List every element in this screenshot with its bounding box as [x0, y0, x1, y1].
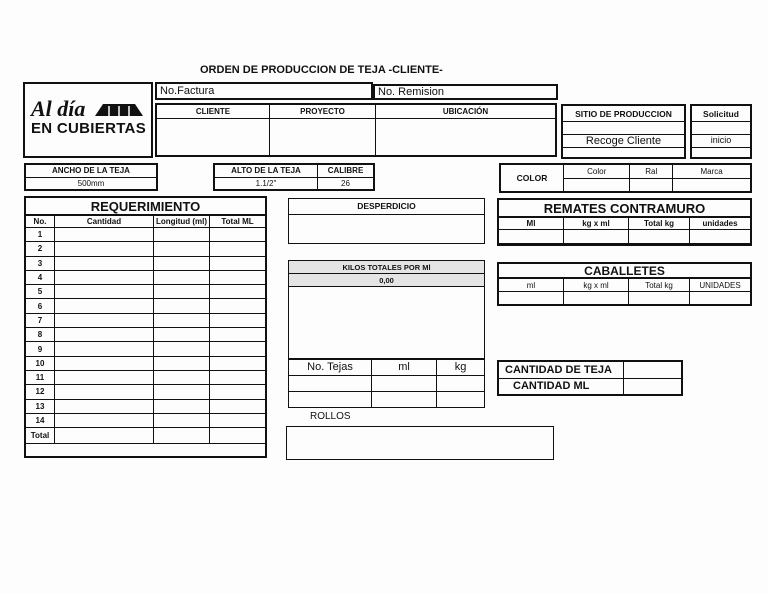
row-number: 14 [26, 413, 55, 427]
col-cantidad: Cantidad [55, 216, 154, 228]
remision-label: No. Remision [378, 86, 445, 98]
color-value[interactable] [564, 178, 630, 192]
tejas-ml-value[interactable] [372, 376, 437, 392]
calibre-label: CALIBRE [318, 164, 375, 177]
cantidad-teja-label: CANTIDAD DE TEJA [498, 361, 624, 378]
total-longitud-cell[interactable] [154, 428, 210, 444]
longitud-cell[interactable] [154, 285, 210, 299]
alto-calibre-table [213, 163, 375, 191]
desperdicio-box[interactable] [288, 198, 485, 244]
table-row [26, 242, 266, 256]
table-row [26, 342, 266, 356]
remates-box [497, 198, 752, 246]
table-row [26, 385, 266, 399]
ancho-label: ANCHO DE LA TEJA [25, 164, 157, 177]
company-logo [23, 82, 153, 158]
kilos-box [288, 260, 485, 360]
remates-kgxml-value[interactable] [564, 230, 629, 244]
cantidad-cell[interactable] [55, 299, 154, 313]
total-ml-cell[interactable] [210, 256, 266, 270]
cliente-cell[interactable] [156, 118, 270, 156]
total-ml-cell[interactable] [210, 413, 266, 427]
caballetes-kgxml-value[interactable] [564, 292, 629, 305]
caballetes-box [497, 262, 752, 306]
table-row [26, 413, 266, 427]
logo-subtitle: EN CUBIERTAS [31, 120, 146, 137]
caballetes-unidades-value[interactable] [690, 292, 751, 305]
total-ml-cell[interactable] [210, 356, 266, 370]
calibre-value[interactable]: 26 [318, 177, 375, 190]
row-number: 9 [26, 342, 55, 356]
tejas-no-value[interactable] [289, 376, 372, 392]
table-row [26, 399, 266, 413]
col-longitud: Longitud (ml) [154, 216, 210, 228]
longitud-cell[interactable] [154, 228, 210, 242]
total-ml-cell[interactable] [210, 285, 266, 299]
total-ml-cell[interactable] [210, 313, 266, 327]
roof-icon [95, 102, 143, 121]
requerimiento-rows [26, 228, 266, 444]
caballetes-ml-value[interactable] [499, 292, 564, 305]
total-ml-cell[interactable] [210, 342, 266, 356]
longitud-cell[interactable] [154, 313, 210, 327]
row-number: 4 [26, 270, 55, 284]
row-number: 6 [26, 299, 55, 313]
longitud-cell[interactable] [154, 399, 210, 413]
total-ml-cell[interactable] [210, 242, 266, 256]
col-total-ml: Total ML [210, 216, 266, 228]
cantidad-ml-label: CANTIDAD ML [498, 378, 624, 395]
row-number: 1 [26, 228, 55, 242]
cantidad-cell[interactable] [55, 256, 154, 270]
ancho-value[interactable]: 500mm [25, 177, 157, 190]
ral-value[interactable] [630, 178, 673, 192]
total-ml-cell[interactable] [210, 328, 266, 342]
tejas-kg-value-2[interactable] [437, 392, 485, 408]
row-number: 2 [26, 242, 55, 256]
cliente-header: CLIENTE [156, 104, 270, 118]
cantidad-table [497, 360, 683, 396]
tejas-col-kg: kg [437, 359, 485, 376]
ubicacion-cell[interactable] [376, 118, 557, 156]
caballetes-col-ml: ml [499, 279, 564, 292]
caballetes-col-unidades: UNIDADES [690, 279, 751, 292]
color-table [499, 163, 752, 193]
requerimiento-box [24, 196, 267, 458]
tejas-table [288, 358, 485, 408]
sitio-box [561, 104, 686, 159]
tejas-col-ml: ml [372, 359, 437, 376]
total-ml-cell[interactable] [210, 270, 266, 284]
rollos-box[interactable] [286, 426, 554, 460]
proyecto-header: PROYECTO [270, 104, 376, 118]
color-col-ral: Ral [630, 164, 673, 178]
logo-script-text: Al día [31, 96, 86, 121]
remates-totalkg-value[interactable] [629, 230, 690, 244]
requerimiento-table [25, 215, 266, 444]
cantidad-cell[interactable] [55, 385, 154, 399]
factura-label: No.Factura [160, 85, 215, 97]
cantidad-ml-value[interactable] [624, 378, 683, 395]
row-number: 13 [26, 399, 55, 413]
color-col-color: Color [564, 164, 630, 178]
cantidad-cell[interactable] [55, 313, 154, 327]
ubicacion-header: UBICACIÓN [376, 104, 557, 118]
ancho-table [24, 163, 158, 191]
total-cantidad-cell[interactable] [55, 428, 154, 444]
tejas-col-no: No. Tejas [289, 359, 372, 376]
requerimiento-title: REQUERIMIENTO [26, 198, 265, 215]
remates-col-ml: Ml [499, 218, 564, 230]
client-table [155, 103, 557, 157]
kilos-label: KILOS TOTALES POR Ml [289, 261, 484, 274]
rollos-label: ROLLOS [310, 411, 351, 422]
solicitud-label: Solicitud [692, 106, 750, 122]
longitud-cell[interactable] [154, 385, 210, 399]
remates-col-totalkg: Total kg [629, 218, 690, 230]
row-number: 8 [26, 328, 55, 342]
longitud-cell[interactable] [154, 299, 210, 313]
cantidad-cell[interactable] [55, 342, 154, 356]
remates-ml-value[interactable] [499, 230, 564, 244]
cantidad-teja-value[interactable] [624, 361, 683, 378]
form-title: ORDEN DE PRODUCCION DE TEJA -CLIENTE- [200, 64, 443, 76]
tejas-kg-value[interactable] [437, 376, 485, 392]
col-no: No. [26, 216, 55, 228]
total-ml-cell[interactable] [210, 385, 266, 399]
longitud-cell[interactable] [154, 370, 210, 384]
desperdicio-label: DESPERDICIO [289, 201, 484, 215]
cantidad-cell[interactable] [55, 328, 154, 342]
remates-title: REMATES CONTRAMURO [499, 200, 750, 217]
kilos-value: 0,00 [289, 274, 484, 287]
total-ml-cell[interactable] [210, 399, 266, 413]
total-ml-sum-cell[interactable] [210, 428, 266, 444]
row-number: 3 [26, 256, 55, 270]
cantidad-cell[interactable] [55, 399, 154, 413]
longitud-cell[interactable] [154, 256, 210, 270]
solicitud-box [690, 104, 752, 159]
solicitud-value[interactable]: inicio [692, 134, 750, 148]
longitud-cell[interactable] [154, 328, 210, 342]
table-row [26, 228, 266, 242]
total-row [26, 428, 266, 444]
tejas-ml-value-2[interactable] [372, 392, 437, 408]
table-row [26, 328, 266, 342]
caballetes-col-kgxml: kg x ml [564, 279, 629, 292]
cantidad-cell[interactable] [55, 413, 154, 427]
cantidad-cell[interactable] [55, 356, 154, 370]
row-number: 5 [26, 285, 55, 299]
cantidad-cell[interactable] [55, 370, 154, 384]
table-row [26, 370, 266, 384]
table-row [26, 299, 266, 313]
longitud-cell[interactable] [154, 342, 210, 356]
table-row [26, 285, 266, 299]
caballetes-table [498, 278, 751, 305]
caballetes-totalkg-value[interactable] [629, 292, 690, 305]
remates-unidades-value[interactable] [690, 230, 751, 244]
remision-field[interactable] [373, 84, 558, 100]
total-ml-cell[interactable] [210, 370, 266, 384]
alto-value[interactable]: 1.1/2" [214, 177, 318, 190]
longitud-cell[interactable] [154, 413, 210, 427]
cantidad-cell[interactable] [55, 228, 154, 242]
color-label: COLOR [500, 164, 564, 192]
caballetes-title: CABALLETES [499, 264, 750, 278]
longitud-cell[interactable] [154, 242, 210, 256]
row-number: 11 [26, 370, 55, 384]
remates-col-unidades: unidades [690, 218, 751, 230]
table-row [26, 256, 266, 270]
sitio-label: SITIO DE PRODUCCION [563, 106, 684, 122]
cantidad-cell[interactable] [55, 270, 154, 284]
tejas-no-value-2[interactable] [289, 392, 372, 408]
sitio-value[interactable]: Recoge Cliente [563, 134, 684, 148]
color-col-marca: Marca [673, 164, 751, 178]
longitud-cell[interactable] [154, 270, 210, 284]
remates-table [498, 217, 751, 244]
row-number: 7 [26, 313, 55, 327]
remates-col-kgxml: kg x ml [564, 218, 629, 230]
longitud-cell[interactable] [154, 356, 210, 370]
cantidad-cell[interactable] [55, 285, 154, 299]
table-row [26, 270, 266, 284]
alto-label: ALTO DE LA TEJA [214, 164, 318, 177]
total-label: Total [26, 428, 55, 444]
caballetes-col-totalkg: Total kg [629, 279, 690, 292]
cantidad-cell[interactable] [55, 242, 154, 256]
table-row [26, 313, 266, 327]
table-row [26, 356, 266, 370]
proyecto-cell[interactable] [270, 118, 376, 156]
row-number: 12 [26, 385, 55, 399]
total-ml-cell[interactable] [210, 299, 266, 313]
factura-field[interactable] [155, 82, 373, 100]
total-ml-cell[interactable] [210, 228, 266, 242]
row-number: 10 [26, 356, 55, 370]
marca-value[interactable] [673, 178, 751, 192]
